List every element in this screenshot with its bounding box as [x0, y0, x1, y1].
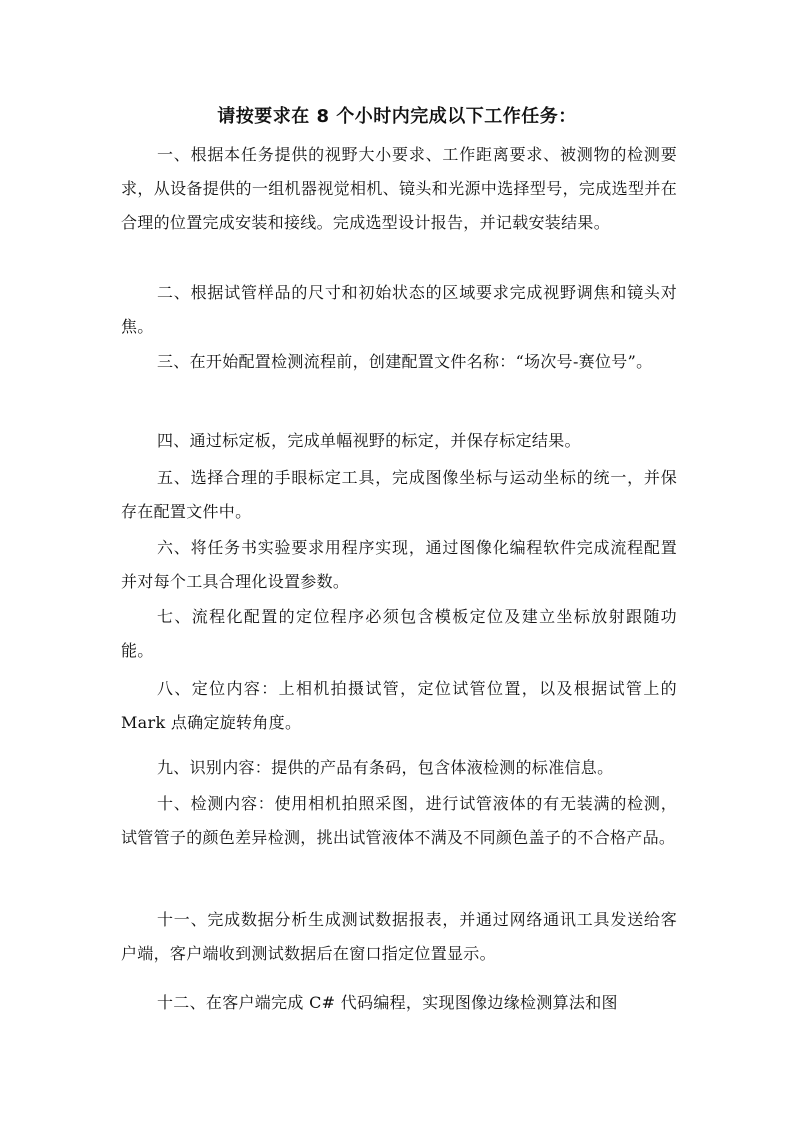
paragraph-1: 一、根据本任务提供的视野大小要求、工作距离要求、被测物的检测要求，从设备提供的一组机器视觉相机、镜头和光源中选择型号，完成选型并在合理的位置完成安装和接线。完成选型设计报告，并记载安装结果。	[121, 145, 677, 232]
document-title: 请按要求在 8 个小时内完成以下工作任务：	[217, 106, 577, 127]
paragraph-8: 八、定位内容：上相机拍摄试管，定位试管位置，以及根据试管上的 Mark 点确定旋转角度。	[121, 679, 677, 732]
paragraph-3: 三、在开始配置检测流程前，创建配置文件名称：“场次号-赛位号”。	[157, 352, 653, 371]
paragraph-6: 六、将任务书实验要求用程序实现，通过图像化编程软件完成流程配置并对每个工具合理化设置参数。	[121, 538, 677, 591]
paragraph-2: 二、根据试管样品的尺寸和初始状态的区域要求完成视野调焦和镜头对焦。	[121, 283, 677, 336]
paragraph-4: 四、通过标定板，完成单幅视野的标定，并保存标定结果。	[157, 431, 581, 450]
paragraph-9: 九、识别内容：提供的产品有条码，包含体液检测的标准信息。	[157, 758, 614, 777]
paragraph-5: 五、选择合理的手眼标定工具，完成图像坐标与运动坐标的统一，并保存在配置文件中。	[121, 468, 677, 521]
paragraph-12: 十二、在客户端完成 C# 代码编程，实现图像边缘检测算法和图	[157, 993, 618, 1012]
paragraph-10: 十、检测内容：使用相机拍照采图，进行试管液体的有无装满的检测，试管管子的颜色差异检测，挑出试管液体不满及不同颜色盖子的不合格产品。	[121, 794, 677, 847]
paragraph-11: 十一、完成数据分析生成测试数据报表，并通过网络通讯工具发送给客户端，客户端收到测试数据后在窗口指定位置显示。	[121, 910, 677, 963]
paragraph-7: 七、流程化配置的定位程序必须包含模板定位及建立坐标放射跟随功能。	[121, 607, 677, 660]
